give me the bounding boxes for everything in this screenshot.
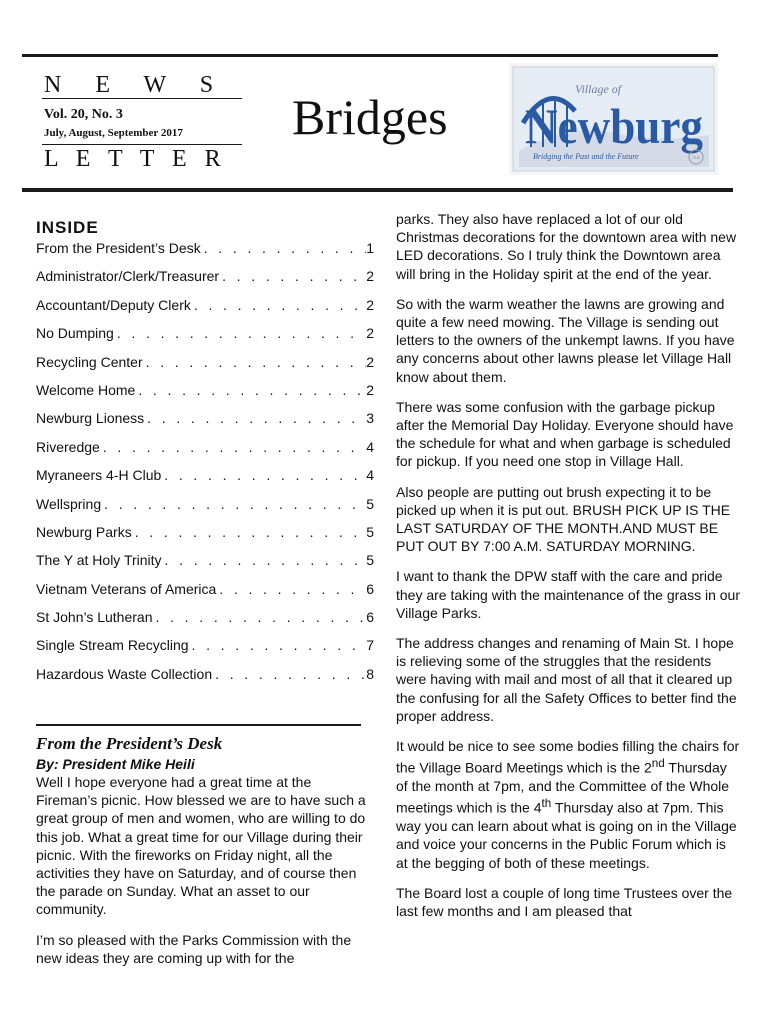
toc-item-title: Recycling Center (36, 353, 143, 370)
village-of-newburg-logo (509, 63, 718, 175)
toc-item-page: 8 (366, 665, 374, 682)
toc-item-page: 1 (366, 240, 374, 256)
article-paragraph: I want to thank the DPW staff with the care and pride they are taking with the maintenance of the grass in our Village Parks. (396, 568, 740, 621)
toc-leader-dots (219, 268, 366, 284)
toc-leader-dots (143, 354, 367, 370)
toc-item-page: 5 (366, 495, 374, 512)
toc-leader-dots (153, 609, 367, 625)
article-paragraph: There was some confusion with the garbage pickup after the Memorial Day Holiday. Everyone should have the schedule for what and when garbage is scheduled for pickup. If you need one stop in Village Hall. (396, 398, 734, 470)
toc-item-title: Accountant/Deputy Clerk (36, 296, 191, 313)
top-rule (22, 54, 718, 57)
toc-item-title: Administrator/Clerk/Treasurer (36, 268, 220, 285)
toc-item (36, 609, 376, 637)
toc-item-page: 4 (366, 467, 374, 484)
toc-item-title: The Y at Holy Trinity (36, 552, 162, 569)
toc-item (36, 268, 376, 296)
toc-leader-dots (201, 240, 367, 256)
toc-item (36, 666, 376, 694)
toc-leader-dots (162, 552, 367, 568)
toc-item-page: 5 (366, 552, 374, 569)
toc-item (36, 467, 376, 495)
toc-item (36, 637, 376, 665)
toc-item-title: Newburg Parks (36, 523, 132, 540)
toc-leader-dots (100, 439, 366, 455)
toc-leader-dots (161, 467, 366, 483)
article-byline: By: President Mike Heili (36, 756, 195, 772)
ordinal-suffix: th (541, 797, 552, 811)
toc-item-title: Single Stream Recycling (36, 637, 189, 654)
toc-leader-dots (189, 637, 367, 653)
toc-item-page: 2 (366, 353, 374, 370)
toc-item-page: 2 (366, 381, 374, 398)
article-paragraph: parks. They also have replaced a lot of our old Christmas decorations for the downtown area with new LED decorations. So I truly think the Downtown area will bring in the Holiday spirit at the end of the year. (396, 211, 737, 282)
toc-item-title: Welcome Home (36, 381, 136, 398)
masthead-date: July, August, September 2017 (44, 127, 183, 139)
toc-item-title: No Dumping (36, 325, 114, 342)
toc-item-page: 2 (366, 268, 374, 285)
article-paragraph: The address changes and renaming of Main St. I hope is relieving some of the struggles that the residents were having with mail and most of all that it cleared up the confusing for all the Safety Offices to better find the proper address. (396, 635, 737, 724)
toc-leader-dots (132, 524, 367, 540)
toc-divider (36, 724, 361, 726)
toc-leader-dots (191, 297, 366, 313)
toc-item (36, 439, 376, 467)
toc-item-title: Wellspring (36, 495, 102, 512)
masthead-letter: L E T T E R (44, 146, 227, 172)
toc-item-title: Vietnam Veterans of America (36, 580, 217, 597)
logo-name: Newburg (525, 98, 703, 154)
toc-leader-dots (135, 382, 366, 398)
toc-item (36, 410, 376, 438)
toc-item-page: 2 (366, 296, 374, 313)
toc-item-page: 7 (366, 637, 374, 654)
toc-item-title: Riveredge (36, 438, 100, 455)
table-of-contents (36, 240, 376, 694)
toc-item-title: Newburg Lioness (36, 410, 145, 427)
logo-tagline: Bridging the Past and the Future (533, 152, 639, 161)
article-left-column (36, 773, 372, 979)
masthead-rule-2 (42, 144, 242, 145)
toc-leader-dots (216, 581, 366, 597)
toc-item-page: 6 (366, 609, 374, 626)
toc-leader-dots (101, 496, 366, 512)
ordinal-suffix: nd (651, 757, 665, 771)
toc-item (36, 240, 376, 268)
meetings-text-b: Thursday of the month at 7pm, and the Committee of the Whole meetings which is the 4 (396, 759, 730, 816)
masthead-news: N E W S (44, 72, 228, 98)
toc-leader-dots (212, 666, 366, 682)
toc-heading: INSIDE (36, 218, 99, 237)
article-heading: From the President’s Desk (36, 734, 223, 753)
meetings-paragraph (396, 737, 740, 872)
toc-item (36, 496, 376, 524)
meetings-text-a: It would be nice to see some bodies filling the chairs for the Village Board Meetings which is the 2 (396, 738, 740, 776)
toc-item (36, 524, 376, 552)
toc-leader-dots (144, 410, 366, 426)
article-paragraph: So with the warm weather the lawns are growing and quite a few need mowing. The Village is sending out letters to the owners of the unkempt lawns. If you have any concerns about other lawns please let Village Hall know about them. (396, 295, 735, 385)
toc-item (36, 354, 376, 382)
toc-item (36, 552, 376, 580)
toc-item (36, 382, 376, 410)
toc-item-title: Hazardous Waste Collection (36, 665, 213, 682)
article-paragraph: I’m so pleased with the Parks Commission with the new ideas they are coming up with for the (36, 931, 352, 966)
toc-item-page: 5 (366, 523, 374, 540)
toc-item-title: From the President’s Desk (36, 240, 201, 256)
meetings-text-c: Thursday also at 7pm. This way you can learn about what is going on in the Village and voice your concerns in the Public Forum which is at the begging of both of these meetings. (396, 800, 737, 871)
toc-item (36, 297, 376, 325)
article-paragraph: The Board lost a couple of long time Trustees over the last few months and I am pleased that (396, 884, 733, 920)
masthead-bottom-rule (22, 188, 733, 192)
toc-item-title: Myraneers 4-H Club (36, 467, 162, 484)
masthead-volume: Vol. 20, No. 3 (44, 107, 123, 122)
logo-seal-year: 1848 (692, 155, 700, 160)
toc-item-page: 6 (366, 580, 374, 597)
article-paragraph: Well I hope everyone had a great time at the Fireman’s picnic. How blessed we are to have such a great group of men and women, who are willing to do this job. What a great time for our Village during their picnic. With the fireworks on Friday night, all the activities they have on Saturday, and of course then the parade on Sunday. What an asset to our community. (36, 774, 366, 918)
toc-item (36, 325, 376, 353)
newsletter-title: Bridges (292, 89, 448, 145)
article-paragraph: Also people are putting out brush expecting it to be picked up when it is put out. BRUSH PICK UP IS THE LAST SATURDAY OF THE MONTH.AND MUST BE PUT OUT BY 7:00 A.M. SATURDAY MORNING. (396, 483, 731, 555)
toc-item-page: 3 (366, 410, 374, 427)
toc-item (36, 581, 376, 609)
article-right-column (396, 210, 740, 932)
toc-item-title: St John’s Lutheran (36, 609, 153, 626)
toc-item-page: 4 (366, 438, 374, 455)
logo-village-of: Village of (575, 82, 622, 96)
toc-item-page: 2 (366, 325, 374, 342)
toc-leader-dots (114, 325, 366, 341)
